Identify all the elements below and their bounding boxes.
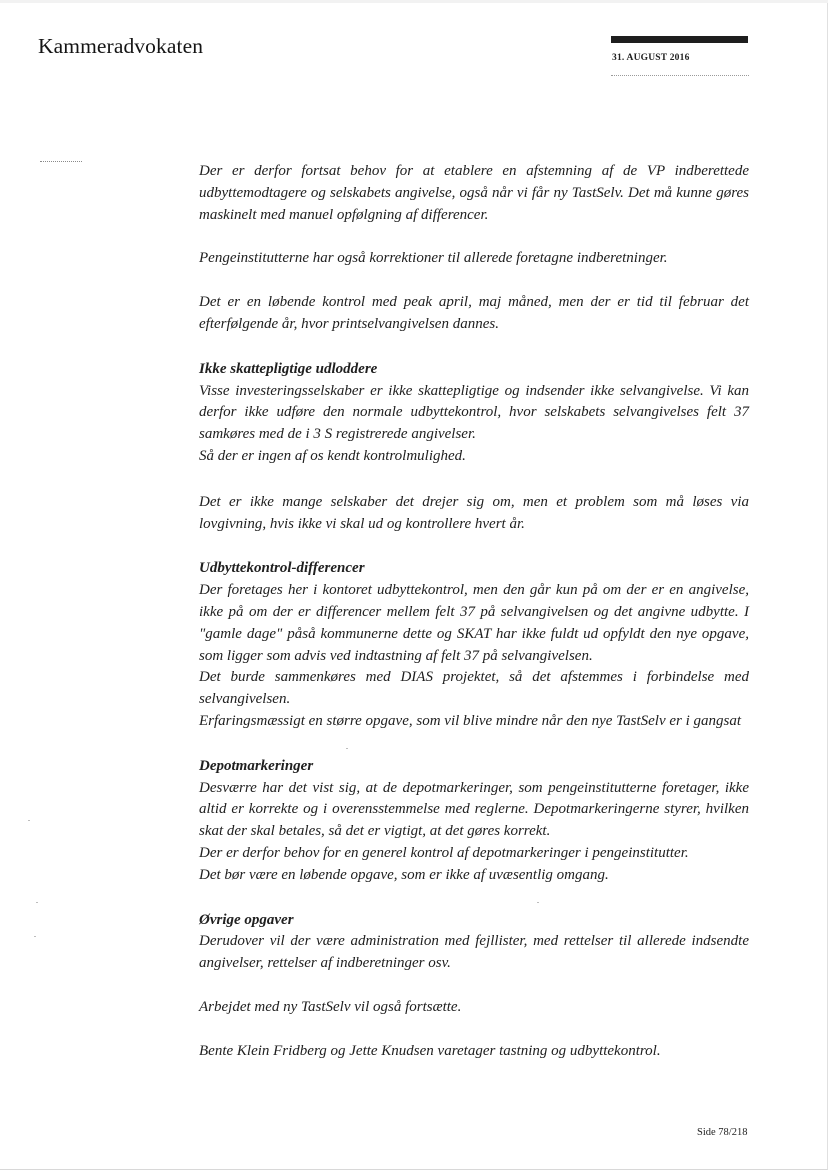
paragraph: Desværre har det vist sig, at de depotmarkeringer, som pengeinstitutterne foretager, ikke altid er korrekte og i overensstemmelse med reglerne. Depotmarkeringerne styrer, hvilken skat der skal betales, så det er vigtigt, at det gøres korrekt. <box>199 779 749 840</box>
header-bar <box>611 36 748 43</box>
header-title: Kammeradvokaten <box>38 34 204 58</box>
scan-speck <box>34 936 36 937</box>
paragraph: Det burde sammenkøres med DIAS projektet, så det afstemmes i forbindelse med selvangivelsen. <box>199 669 749 708</box>
paragraph: Det er ikke mange selskaber det drejer sig om, men et problem som må løses via lovgivning, hvis ikke vi skal ud og kontrollere hvert år. <box>199 493 749 532</box>
paragraph: Bente Klein Fridberg og Jette Knudsen varetager tastning og udbyttekontrol. <box>199 1042 661 1059</box>
top-edge <box>0 0 828 3</box>
paragraph: Så der er ingen af os kendt kontrolmulighed. <box>199 447 466 464</box>
scan-speck <box>346 748 348 749</box>
section-heading: Øvrige opgaver <box>199 911 294 928</box>
scan-speck <box>537 902 539 903</box>
section-heading: Depotmarkeringer <box>199 757 314 774</box>
scan-speck <box>36 902 38 903</box>
section-heading: Ikke skattepligtige udloddere <box>199 360 378 377</box>
margin-marker <box>40 161 82 162</box>
paragraph: Der foretages her i kontoret udbyttekontrol, men den går kun på om der er en angivelse, ikke på om der er differencer mellem felt 37 på selvangivelsen og det angivne udbytte. I "gamle dage" påså kommunerne dette og SKAT har ikke fuldt ud opfyldt den nye opgave, som ligger som advis ved indtastning af felt 37 på selvangivelsen. <box>199 582 749 664</box>
paragraph: Visse investeringsselskaber er ikke skattepligtige og indsender ikke selvangivelse. Vi kan derfor ikke udføre den normale udbyttekontrol, hvor selskabets selvangivelses felt 37 samkøres med de i 3 S registrerede angivelser. <box>199 382 749 443</box>
header-date: 31. AUGUST 2016 <box>612 53 690 63</box>
paragraph: Der er derfor behov for en generel kontrol af depotmarkeringer i pengeinstitutter. <box>199 844 689 861</box>
page-number: Side 78/218 <box>697 1127 748 1138</box>
paragraph: Pengeinstitutterne har også korrektioner til allerede foretagne indberetninger. <box>199 250 668 267</box>
paragraph: Det bør være en løbende opgave, som er ikke af uvæsentlig omgang. <box>199 866 609 883</box>
section-heading: Udbyttekontrol-differencer <box>199 560 365 577</box>
paragraph: Derudover vil der være administration med fejllister, med rettelser til allerede indsendte angivelser, rettelser af indberetninger osv. <box>199 933 749 972</box>
paragraph: Det er en løbende kontrol med peak april, maj måned, men der er tid til februar det efterfølgende år, hvor printselvangivelsen dannes. <box>199 294 749 332</box>
paragraph: Arbejdet med ny TastSelv vil også fortsætte. <box>199 998 462 1015</box>
scan-speck <box>28 820 30 821</box>
document-body <box>199 161 749 1063</box>
header-divider <box>611 75 749 76</box>
paragraph: Erfaringsmæssigt en større opgave, som vil blive mindre når den nye TastSelv er i gangsat <box>199 712 742 729</box>
paragraph: Der er derfor fortsat behov for at etablere en afstemning af de VP indberettede udbyttemodtagere og selskabets angivelse, også når vi får ny TastSelv. Det må kunne gøres maskinelt med manuel opfølgning af differencer. <box>199 163 749 223</box>
